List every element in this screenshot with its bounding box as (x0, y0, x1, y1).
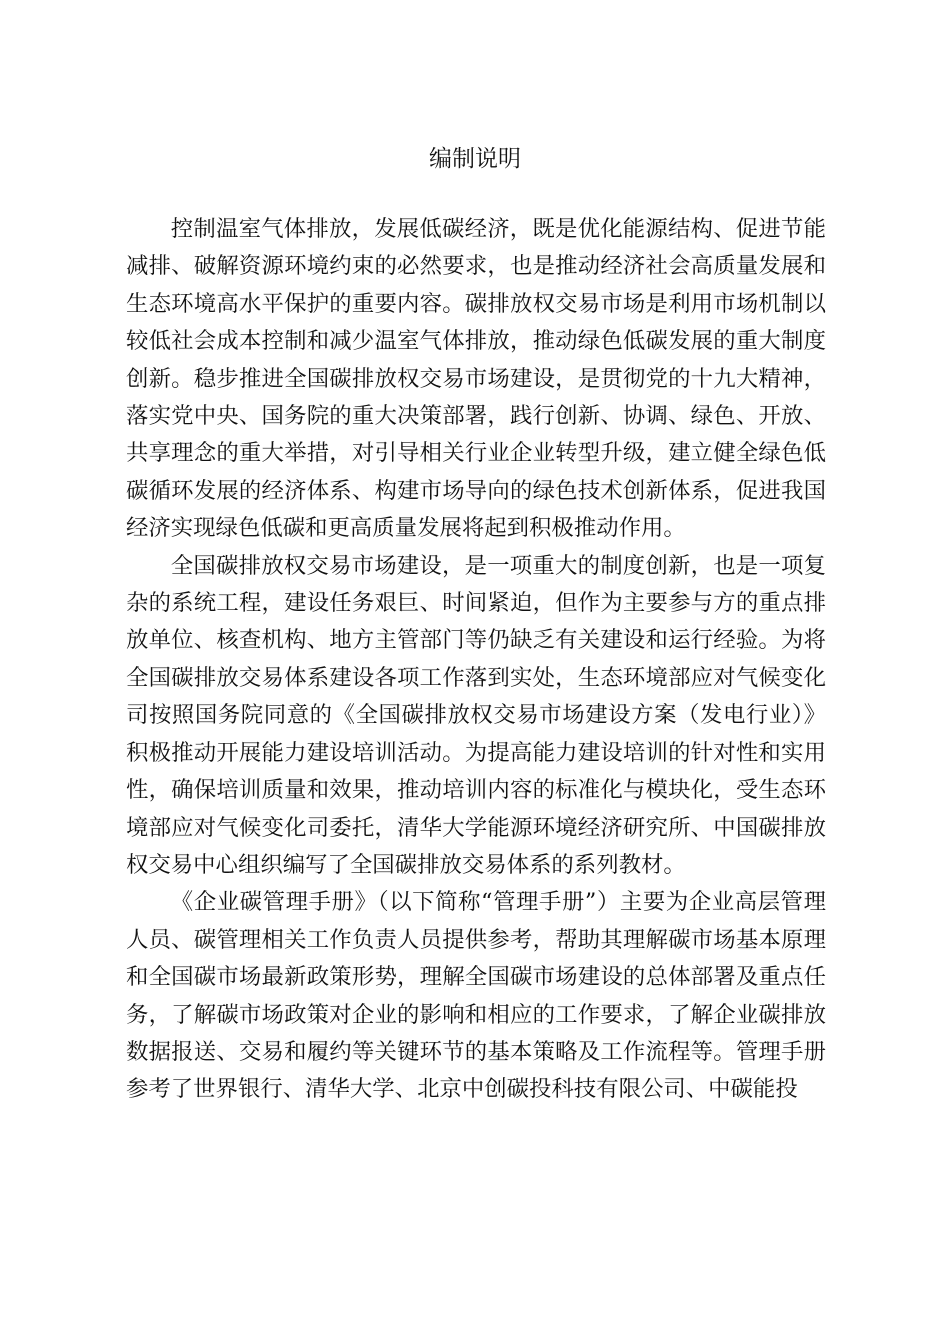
page-title: 编制说明 (429, 146, 521, 172)
paragraph-1: 控制温室气体排放，发展低碳经济，既是优化能源结构、促进节能减排、破解资源环境约束的必然要求，也是推动经济社会高质量发展和生态环境高水平保护的重要内容。碳排放权交易市场是利用市场机制以较低社会成本控制和减少温室气体排放，推动绿色低碳发展的重大制度创新。稳步推进全国碳排放权交易市场建设，是贯彻党的十九大精神，落实党中央、国务院的重大决策部署，践行创新、协调、绿色、开放、共享理念的重大举措，对引导相关行业企业转型升级，建立健全绿色低碳循环发展的经济体系、构建市场导向的绿色技术创新体系，促进我国经济实现绿色低碳和更高质量发展将起到积极推动作用。 (126, 216, 826, 542)
paragraph-3: 《企业碳管理手册》（以下简称“管理手册”）主要为企业高层管理人员、碳管理相关工作负责人员提供参考，帮助其理解碳市场基本原理和全国碳市场最新政策形势，理解全国碳市场建设的总体部署及重点任务，了解碳市场政策对企业的影响和相应的工作要求，了解企业碳排放数据报送、交易和履约等关键环节的基本策略及工作流程等。管理手册参考了世界银行、清华大学、北京中创碳投科技有限公司、中碳能投 (126, 889, 826, 1103)
document-body (126, 211, 826, 1109)
paragraph-2: 全国碳排放权交易市场建设，是一项重大的制度创新，也是一项复杂的系统工程，建设任务艰巨、时间紧迫，但作为主要参与方的重点排放单位、核查机构、地方主管部门等仍缺乏有关建设和运行经验。为将全国碳排放交易体系建设各项工作落到实处，生态环境部应对气候变化司按照国务院同意的《全国碳排放权交易市场建设方案（发电行业）》积极推动开展能力建设培训活动。为提高能力建设培训的针对性和实用性，确保培训质量和效果，推动培训内容的标准化与模块化，受生态环境部应对气候变化司委托，清华大学能源环境经济研究所、中国碳排放权交易中心组织编写了全国碳排放交易体系的系列教材。 (126, 552, 826, 878)
